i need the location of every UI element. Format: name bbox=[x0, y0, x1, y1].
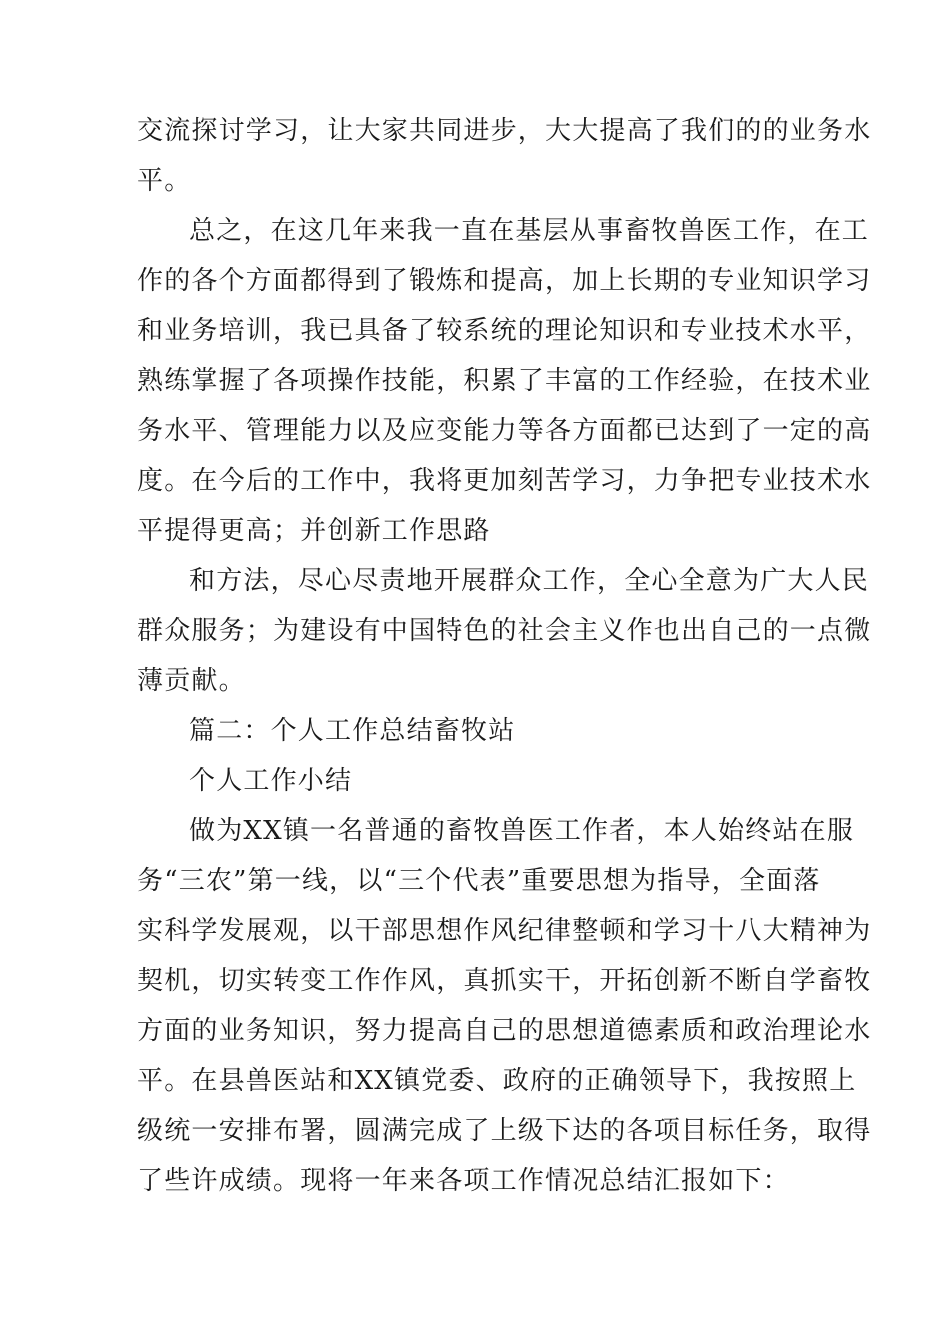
text-line: 契机，切实转变工作作风，真抓实干，开拓创新不断自学畜牧 bbox=[137, 966, 872, 996]
text-line: 交流探讨学习，让大家共同进步，大大提高了我们的的业务水 bbox=[137, 116, 872, 146]
text-line: 平。在县兽医站和XX镇党委、政府的正确领导下，我按照上 bbox=[137, 1066, 857, 1096]
text-line: 务水平、管理能力以及应变能力等各方面都已达到了一定的高 bbox=[137, 416, 872, 446]
text-line: 熟练掌握了各项操作技能，积累了丰富的工作经验，在技术业 bbox=[137, 366, 872, 396]
text-line: 薄贡献。 bbox=[137, 666, 246, 696]
text-line: 了些许成绩。现将一年来各项工作情况总结汇报如下： bbox=[137, 1166, 790, 1196]
text-line: 平提得更高；并创新工作思路 bbox=[137, 516, 491, 546]
paragraph-start-line: 总之，在这几年来我一直在基层从事畜牧兽医工作，在工 bbox=[189, 216, 870, 246]
paragraph-start-line: 和方法，尽心尽责地开展群众工作，全心全意为广大人民 bbox=[189, 566, 870, 596]
subsection-heading: 个人工作小结 bbox=[189, 766, 353, 796]
text-line: 方面的业务知识，努力提高自己的思想道德素质和政治理论水 bbox=[137, 1016, 872, 1046]
text-line: 级统一安排布署，圆满完成了上级下达的各项目标任务，取得 bbox=[137, 1116, 872, 1146]
paragraph-start-line: 做为XX镇一名普通的畜牧兽医工作者，本人始终站在服 bbox=[189, 816, 855, 846]
text-line: 度。在今后的工作中，我将更加刻苦学习，力争把专业技术水 bbox=[137, 466, 872, 496]
text-line: 平。 bbox=[137, 166, 192, 196]
text-line: 和业务培训，我已具备了较系统的理论知识和专业技术水平， bbox=[137, 316, 872, 346]
text-line: 务“三农”第一线，以“三个代表”重要思想为指导，全面落 bbox=[137, 866, 821, 896]
text-line: 实科学发展观，以干部思想作风纪律整顿和学习十八大精神为 bbox=[137, 916, 872, 946]
text-line: 群众服务；为建设有中国特色的社会主义作也出自己的一点微 bbox=[137, 616, 872, 646]
text-line: 作的各个方面都得到了锻炼和提高，加上长期的专业知识学习 bbox=[137, 266, 872, 296]
section-heading: 篇二：个人工作总结畜牧站 bbox=[189, 716, 516, 746]
